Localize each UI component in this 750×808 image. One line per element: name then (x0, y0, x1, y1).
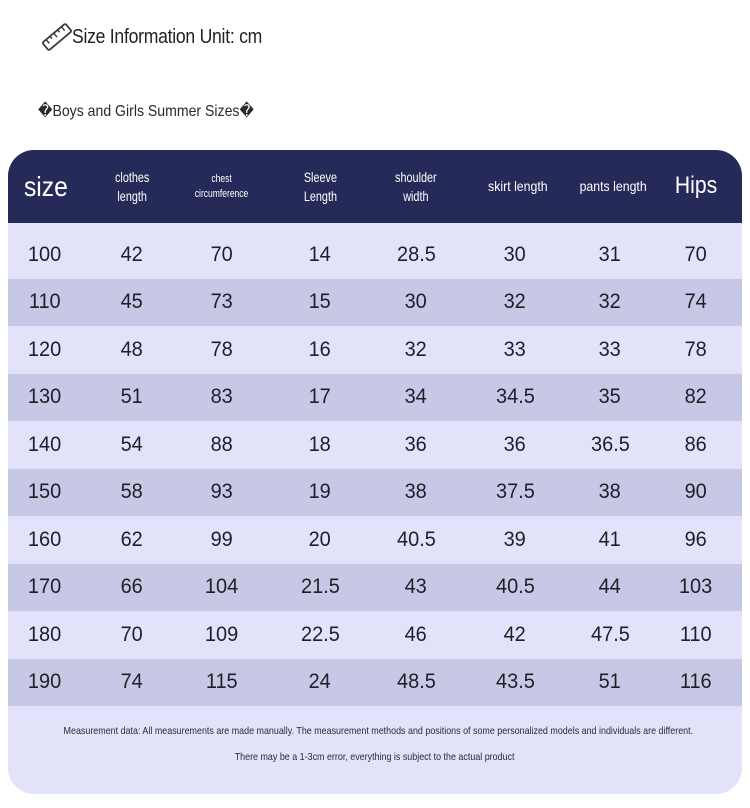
table-cell-sleeve: 19 (308, 480, 332, 503)
table-row (8, 374, 742, 421)
table-cell-skirt: 33 (503, 337, 527, 361)
table-cell-sleeve: 22.5 (300, 622, 340, 646)
table-cell-skirt: 36 (503, 432, 527, 456)
table-cell-hips: 90 (684, 480, 708, 503)
table-cell-hips: 103 (679, 575, 713, 598)
table-cell-hips: 110 (680, 622, 712, 646)
table-cell-clothes-length: 62 (120, 527, 144, 551)
table-cell-sleeve: 18 (308, 432, 332, 456)
table-cell-chest: 78 (210, 337, 234, 361)
table-cell-shoulder: 38 (404, 480, 428, 503)
col-header-sleeve-length: Sleeve Length (303, 168, 337, 204)
table-cell-size: 120 (28, 337, 62, 361)
table-cell-hips: 74 (684, 290, 708, 313)
table-cell-hips: 70 (684, 242, 708, 266)
col-header-shoulder-width: shoulder width (395, 168, 437, 204)
table-cell-chest: 88 (210, 432, 234, 456)
table-cell-shoulder: 32 (404, 337, 428, 361)
table-cell-shoulder: 40.5 (396, 527, 436, 551)
table-cell-shoulder: 48.5 (396, 670, 436, 693)
table-cell-pants: 38 (598, 480, 622, 503)
table-cell-skirt: 37.5 (495, 480, 535, 503)
table-cell-shoulder: 30 (404, 290, 428, 313)
table-cell-sleeve: 20 (308, 527, 332, 551)
table-cell-sleeve: 17 (308, 385, 332, 408)
col-header-size: size (23, 170, 68, 202)
table-cell-skirt: 43.5 (495, 670, 535, 693)
table-cell-shoulder: 28.5 (396, 242, 436, 266)
table-cell-pants: 51 (598, 670, 622, 693)
table-cell-size: 110 (29, 290, 61, 313)
table-cell-clothes-length: 74 (120, 670, 144, 693)
table-cell-sleeve: 24 (308, 670, 332, 693)
col-header-hips: Hips (674, 172, 718, 200)
table-cell-size: 140 (28, 432, 62, 456)
table-cell-skirt: 30 (503, 242, 527, 266)
table-cell-clothes-length: 66 (120, 575, 144, 598)
table-row (8, 231, 742, 278)
col-header-chest: chest circumference (195, 172, 249, 200)
table-cell-sleeve: 14 (308, 242, 332, 266)
page-header (40, 20, 288, 54)
table-cell-hips: 116 (680, 670, 712, 693)
table-cell-clothes-length: 51 (120, 385, 144, 408)
table-cell-size: 190 (28, 670, 62, 693)
table-cell-chest: 83 (210, 385, 234, 408)
table-cell-skirt: 42 (503, 622, 527, 646)
table-cell-shoulder: 46 (404, 622, 428, 646)
table-header (8, 150, 742, 223)
table-cell-chest: 115 (206, 670, 238, 693)
table-cell-pants: 32 (598, 290, 622, 313)
table-cell-shoulder: 43 (404, 575, 428, 598)
table-cell-hips: 82 (684, 385, 708, 408)
table-row (8, 659, 742, 706)
table-cell-size: 180 (28, 622, 62, 646)
table-cell-pants: 33 (598, 337, 622, 361)
table-cell-sleeve: 16 (308, 337, 332, 361)
table-cell-skirt: 32 (503, 290, 527, 313)
table-cell-clothes-length: 45 (120, 290, 144, 313)
table-cell-clothes-length: 54 (120, 432, 144, 456)
error-note: There may be a 1-3cm error, everything is subject to the actual product (235, 751, 515, 763)
ruler-icon (40, 20, 74, 54)
table-row (8, 279, 742, 326)
table-cell-pants: 44 (598, 575, 622, 598)
col-header-clothes-length: clothes length (114, 168, 150, 204)
table-cell-chest: 104 (205, 575, 239, 598)
table-cell-size: 170 (28, 575, 62, 598)
table-cell-clothes-length: 58 (120, 480, 144, 503)
table-cell-size: 100 (28, 242, 62, 266)
table-cell-size: 150 (28, 480, 62, 503)
table-cell-shoulder: 36 (404, 432, 428, 456)
page-title: Size Information Unit: cm (72, 25, 263, 48)
table-cell-clothes-length: 48 (120, 337, 144, 361)
col-header-pants-length: pants length (579, 178, 647, 195)
table-cell-pants: 31 (598, 242, 622, 266)
table-cell-hips: 78 (684, 337, 708, 361)
table-cell-sleeve: 21.5 (300, 575, 340, 598)
table-cell-hips: 86 (684, 432, 708, 456)
table-cell-chest: 99 (210, 527, 234, 551)
table-cell-size: 160 (28, 527, 62, 551)
table-cell-clothes-length: 70 (120, 622, 144, 646)
table-cell-chest: 93 (210, 480, 234, 503)
table-cell-shoulder: 34 (404, 385, 428, 408)
col-header-skirt-length: skirt length (488, 178, 548, 195)
table-row (8, 326, 742, 373)
table-cell-chest: 73 (210, 290, 234, 313)
table-cell-chest: 109 (205, 622, 239, 646)
table-cell-pants: 41 (598, 527, 622, 551)
size-table (8, 150, 742, 794)
table-cell-pants: 35 (598, 385, 622, 408)
table-cell-size: 130 (28, 385, 62, 408)
table-cell-chest: 70 (210, 242, 234, 266)
table-row (8, 516, 742, 563)
table-cell-pants: 36.5 (590, 432, 630, 456)
table-cell-skirt: 39 (503, 527, 527, 551)
table-cell-skirt: 34.5 (495, 385, 535, 408)
table-subtitle: �Boys and Girls Summer Sizes� (38, 103, 254, 120)
table-cell-clothes-length: 42 (120, 242, 144, 266)
table-cell-hips: 96 (684, 527, 708, 551)
table-cell-skirt: 40.5 (495, 575, 535, 598)
table-row (8, 611, 742, 658)
table-cell-sleeve: 15 (308, 290, 332, 313)
table-row (8, 564, 742, 611)
measurement-note: Measurement data: All measurements are made manually. The measurement methods and positions of some personalized models and individuals are different. (63, 725, 694, 737)
table-row (8, 421, 742, 468)
table-cell-pants: 47.5 (590, 622, 630, 646)
table-row (8, 469, 742, 516)
